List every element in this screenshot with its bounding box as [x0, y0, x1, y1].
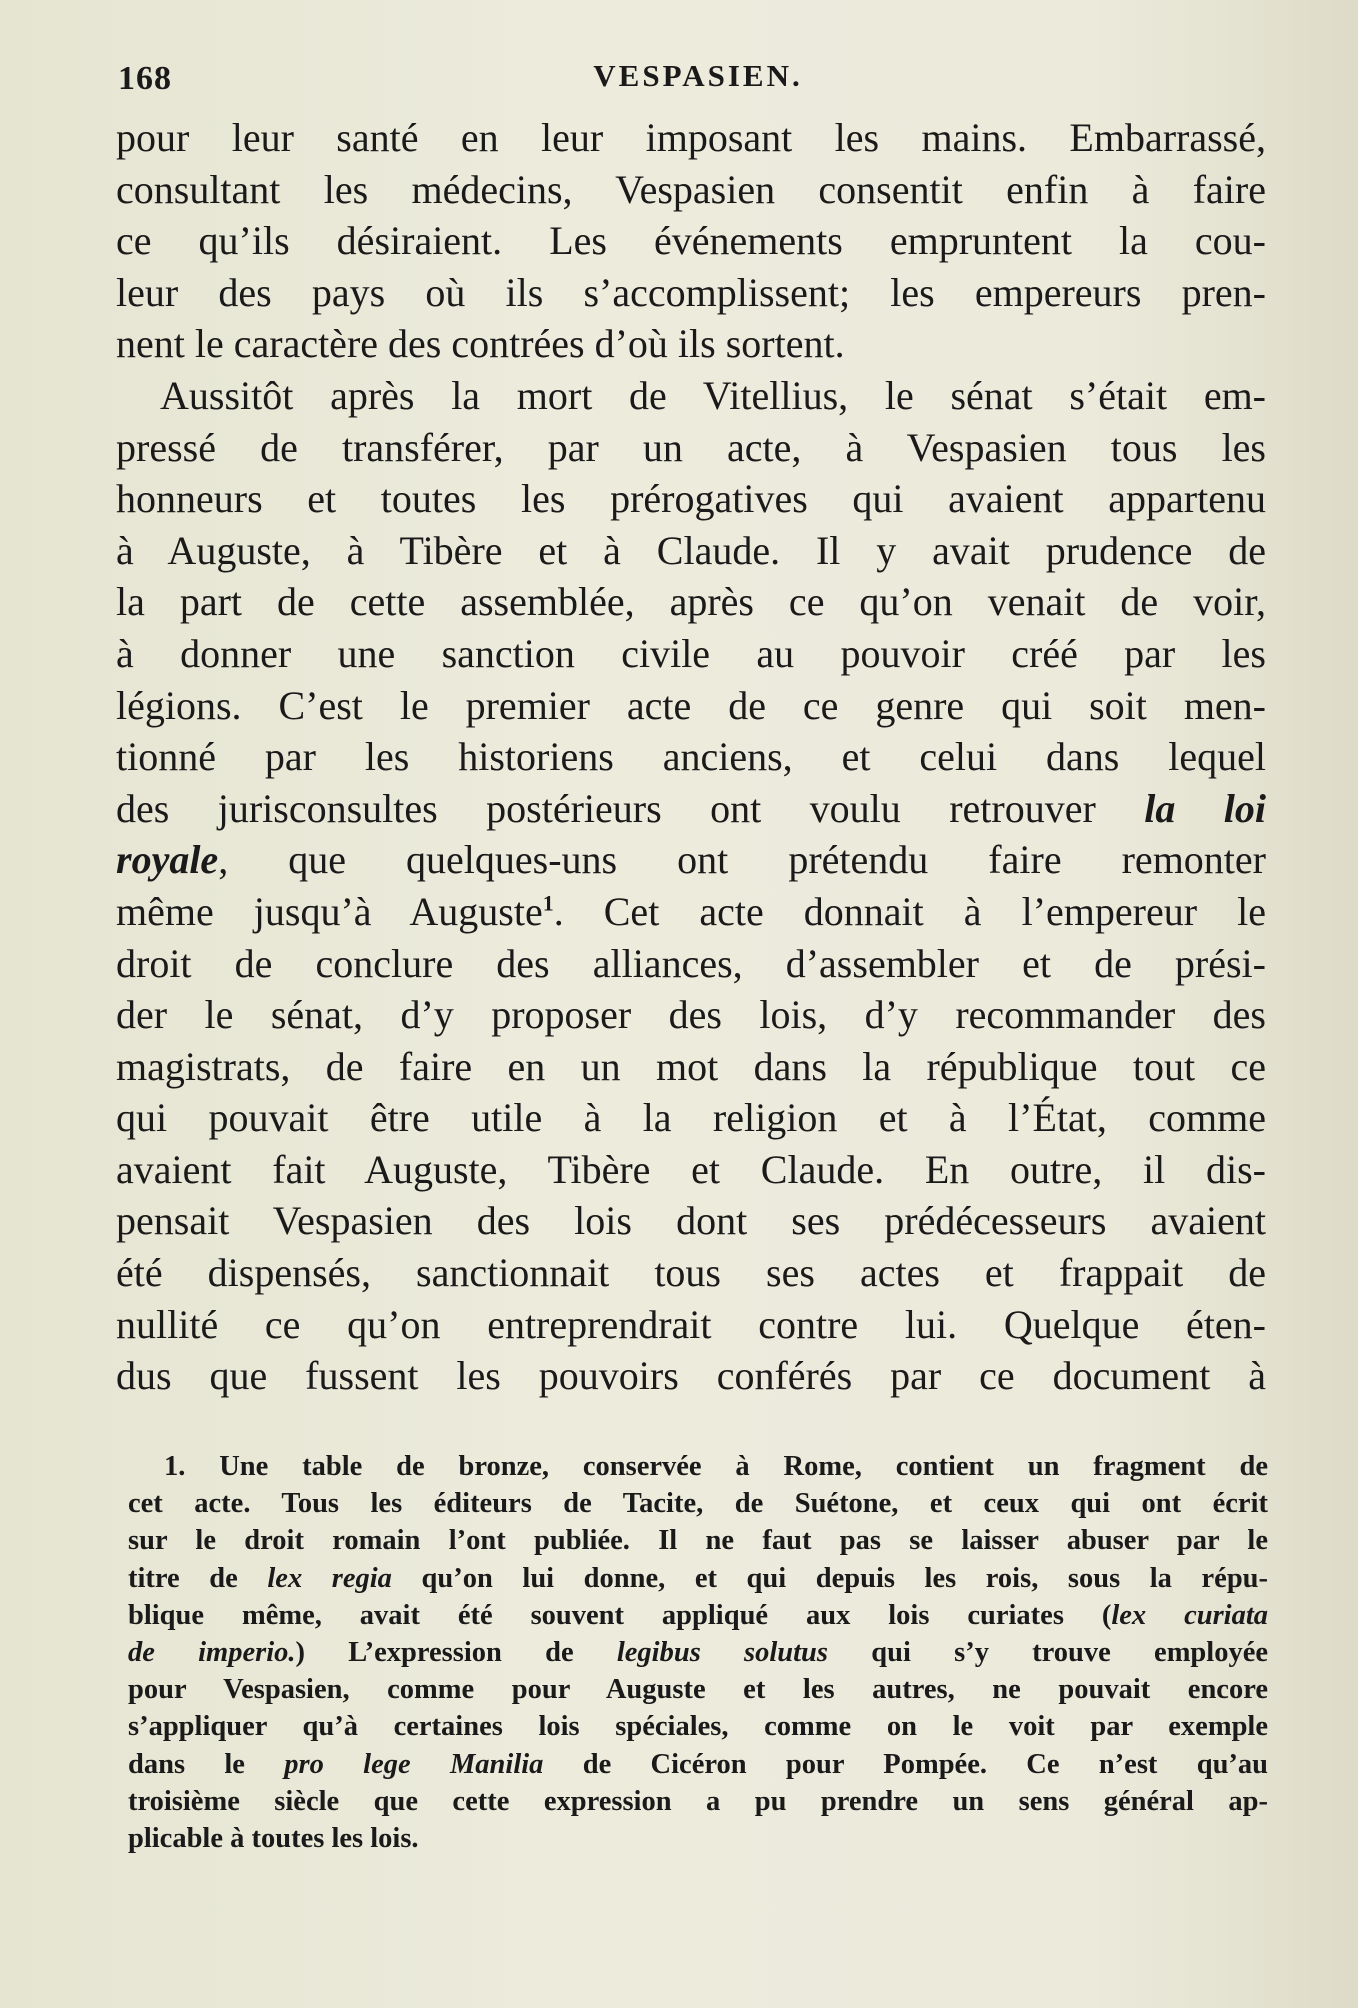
text-segment: ) L’expression de	[295, 1636, 574, 1668]
text-line: pensait Vespasien des lois dont ses prédécesseurs avaient	[116, 1198, 1266, 1244]
footnote-line: sur le droit romain l’ont publiée. Il ne faut pas se laisser abuser par le	[128, 1525, 1268, 1557]
text-line: nent le caractère des contrées d’où ils sortent.	[116, 321, 845, 367]
italic-term: legibus solutus	[616, 1636, 828, 1668]
text-line: pressé de transférer, par un acte, à Vespasien tous les	[116, 424, 1266, 470]
italic-term: pro lege Manilia	[284, 1748, 544, 1780]
footnote-line: cet acte. Tous les éditeurs de Tacite, de Suétone, et ceux qui ont écrit	[128, 1488, 1268, 1520]
text-line: avaient fait Auguste, Tibère et Claude. En outre, il dis-	[116, 1146, 1266, 1192]
text-line: dus que fussent les pouvoirs conférés par ce document à	[116, 1353, 1266, 1399]
text-line: tionné par les historiens anciens, et celui dans lequel	[116, 734, 1266, 780]
text-segment: . Cet acte donnait à l’empereur le	[553, 888, 1266, 934]
footnote-line: 1. Une table de bronze, conservée à Rome, contient un fragment de	[164, 1451, 1268, 1482]
italic-term: la loi	[1144, 785, 1267, 831]
page-number: 168	[118, 60, 172, 97]
footnote-line: pour Vespasien, comme pour Auguste et les autres, ne pouvait encore	[128, 1674, 1268, 1706]
body-text	[116, 112, 1266, 1402]
text-line: droit de conclure des alliances, d’assembler et de prési-	[116, 940, 1266, 986]
text-line: pour leur santé en leur imposant les mains. Embarrassé,	[116, 115, 1266, 160]
text-line: consultant les médecins, Vespasien consentit enfin à faire	[116, 166, 1266, 212]
footnote-line: plicable à toutes les lois.	[128, 1822, 419, 1854]
text-segment: même jusqu’à Auguste	[116, 888, 543, 934]
italic-term: lex curiata	[1111, 1599, 1268, 1631]
text-segment: des jurisconsultes postérieurs ont voulu retrouver	[116, 785, 1096, 831]
text-line	[116, 834, 1266, 886]
text-line: légions. C’est le premier acte de ce genre qui soit men-	[116, 682, 1266, 728]
italic-term: lex regia	[267, 1562, 392, 1594]
text-line: der le sénat, d’y proposer des lois, d’y recommander des	[116, 992, 1266, 1038]
page-header	[118, 52, 1278, 102]
footnote-line	[128, 1597, 1268, 1634]
footnote-line	[128, 1560, 1268, 1597]
text-line: qui pouvait être utile à la religion et à l’État, comme	[116, 1095, 1266, 1141]
footnote-reference[interactable]: 1	[542, 890, 554, 916]
text-line: nullité ce qu’on entreprendrait contre lui. Quelque éten-	[116, 1301, 1266, 1347]
italic-term: de imperio.	[128, 1636, 296, 1668]
text-segment: , que quelques-uns ont prétendu faire remonter	[218, 837, 1266, 883]
italic-term: royale	[116, 837, 219, 883]
text-line: magistrats, de faire en un mot dans la république tout ce	[116, 1043, 1266, 1089]
text-segment: blique même, avait été souvent appliqué aux lois curiates (	[128, 1599, 1112, 1631]
footnote-line	[128, 1746, 1268, 1783]
text-segment: qu’on lui donne, et qui depuis les rois, sous la répu-	[421, 1562, 1269, 1594]
text-segment: qui s’y trouve employée	[871, 1636, 1268, 1668]
text-segment: titre de	[128, 1562, 238, 1594]
text-line: leur des pays où ils s’accomplissent; les empereurs pren-	[116, 269, 1266, 315]
text-line: ce qu’ils désiraient. Les événements empruntent la cou-	[116, 218, 1266, 264]
text-line: à donner une sanction civile au pouvoir créé par les	[116, 630, 1266, 676]
footnote-line: s’appliquer qu’à certaines lois spéciales, comme on le voit par exemple	[128, 1711, 1268, 1743]
text-line	[116, 886, 1266, 938]
text-segment: dans le	[128, 1748, 245, 1780]
text-line: Aussitôt après la mort de Vitellius, le sénat s’était em-	[160, 372, 1266, 418]
text-line: à Auguste, à Tibère et à Claude. Il y avait prudence de	[116, 527, 1266, 573]
footnote-line	[128, 1634, 1268, 1671]
footnote-line: troisième siècle que cette expression a pu prendre un sens général ap-	[128, 1785, 1268, 1817]
text-segment: de Cicéron pour Pompée. Ce n’est qu’au	[582, 1748, 1269, 1780]
text-line: honneurs et toutes les prérogatives qui avaient appartenu	[116, 476, 1266, 522]
text-line: la part de cette assemblée, après ce qu’on venait de voir,	[116, 579, 1266, 625]
running-title: VESPASIEN.	[593, 58, 803, 93]
footnote-section	[128, 1448, 1268, 1857]
text-line: été dispensés, sanctionnait tous ses actes et frappait de	[116, 1250, 1266, 1296]
text-line	[116, 783, 1266, 835]
